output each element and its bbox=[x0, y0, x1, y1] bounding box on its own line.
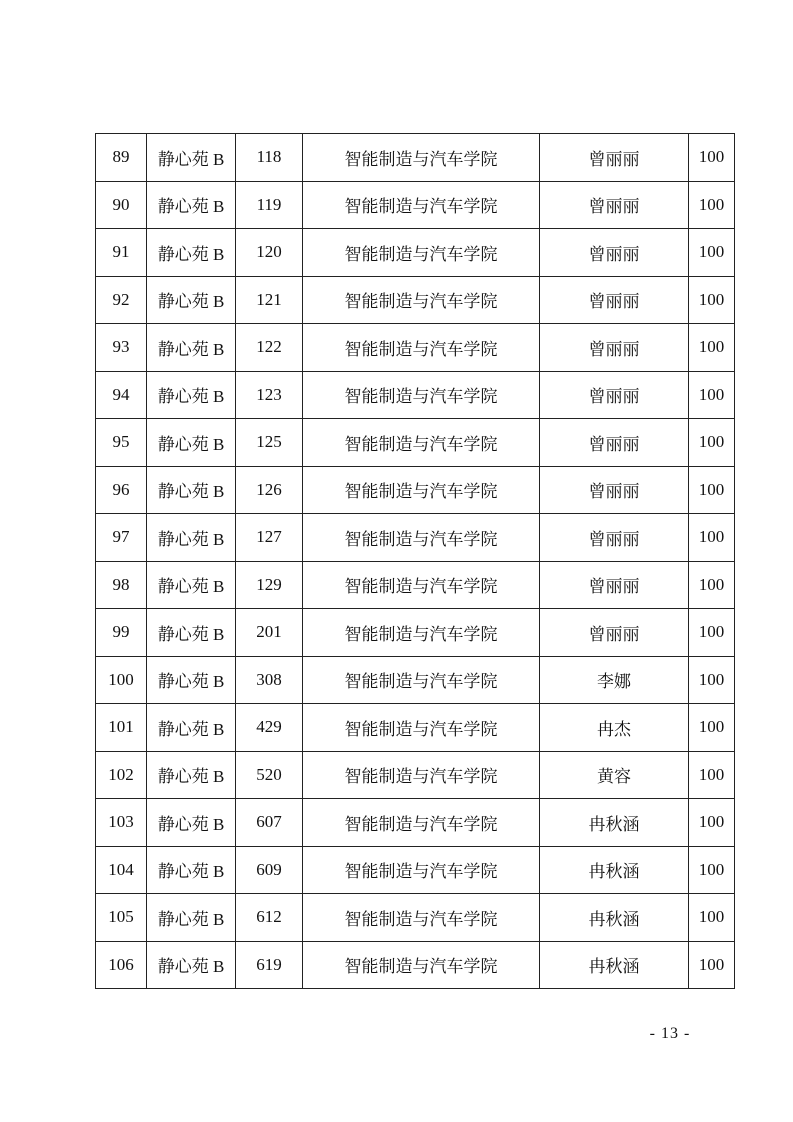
cell-number: 105 bbox=[96, 894, 147, 942]
cell-room: 609 bbox=[236, 846, 303, 894]
cell-college: 智能制造与汽车学院 bbox=[303, 799, 540, 847]
cell-building: 静心苑 B bbox=[147, 846, 236, 894]
table-row bbox=[96, 276, 735, 324]
cell-building: 静心苑 B bbox=[147, 656, 236, 704]
table-row bbox=[96, 324, 735, 372]
cell-room: 123 bbox=[236, 371, 303, 419]
cell-college: 智能制造与汽车学院 bbox=[303, 704, 540, 752]
table-body bbox=[96, 134, 735, 989]
cell-room: 429 bbox=[236, 704, 303, 752]
cell-number: 89 bbox=[96, 134, 147, 182]
cell-score: 100 bbox=[689, 181, 735, 229]
cell-person: 曾丽丽 bbox=[540, 181, 689, 229]
cell-college: 智能制造与汽车学院 bbox=[303, 561, 540, 609]
cell-number: 103 bbox=[96, 799, 147, 847]
cell-score: 100 bbox=[689, 514, 735, 562]
cell-score: 100 bbox=[689, 704, 735, 752]
table-row bbox=[96, 229, 735, 277]
cell-college: 智能制造与汽车学院 bbox=[303, 134, 540, 182]
table-row bbox=[96, 371, 735, 419]
cell-college: 智能制造与汽车学院 bbox=[303, 751, 540, 799]
table-row bbox=[96, 704, 735, 752]
cell-college: 智能制造与汽车学院 bbox=[303, 894, 540, 942]
cell-person: 曾丽丽 bbox=[540, 371, 689, 419]
cell-college: 智能制造与汽车学院 bbox=[303, 609, 540, 657]
cell-room: 308 bbox=[236, 656, 303, 704]
cell-room: 619 bbox=[236, 941, 303, 989]
cell-college: 智能制造与汽车学院 bbox=[303, 324, 540, 372]
cell-number: 97 bbox=[96, 514, 147, 562]
cell-building: 静心苑 B bbox=[147, 561, 236, 609]
cell-number: 90 bbox=[96, 181, 147, 229]
cell-person: 冉秋涵 bbox=[540, 846, 689, 894]
cell-building: 静心苑 B bbox=[147, 466, 236, 514]
cell-number: 100 bbox=[96, 656, 147, 704]
cell-building: 静心苑 B bbox=[147, 799, 236, 847]
cell-score: 100 bbox=[689, 561, 735, 609]
table-row bbox=[96, 134, 735, 182]
cell-building: 静心苑 B bbox=[147, 941, 236, 989]
cell-person: 冉秋涵 bbox=[540, 894, 689, 942]
cell-room: 612 bbox=[236, 894, 303, 942]
cell-number: 96 bbox=[96, 466, 147, 514]
cell-room: 201 bbox=[236, 609, 303, 657]
cell-person: 黄容 bbox=[540, 751, 689, 799]
cell-score: 100 bbox=[689, 276, 735, 324]
cell-room: 122 bbox=[236, 324, 303, 372]
cell-building: 静心苑 B bbox=[147, 371, 236, 419]
cell-building: 静心苑 B bbox=[147, 419, 236, 467]
cell-room: 129 bbox=[236, 561, 303, 609]
cell-number: 91 bbox=[96, 229, 147, 277]
cell-score: 100 bbox=[689, 324, 735, 372]
cell-building: 静心苑 B bbox=[147, 324, 236, 372]
cell-number: 94 bbox=[96, 371, 147, 419]
cell-score: 100 bbox=[689, 799, 735, 847]
cell-room: 607 bbox=[236, 799, 303, 847]
table-row bbox=[96, 656, 735, 704]
cell-building: 静心苑 B bbox=[147, 276, 236, 324]
cell-number: 93 bbox=[96, 324, 147, 372]
cell-score: 100 bbox=[689, 371, 735, 419]
cell-score: 100 bbox=[689, 229, 735, 277]
cell-college: 智能制造与汽车学院 bbox=[303, 846, 540, 894]
cell-number: 106 bbox=[96, 941, 147, 989]
cell-building: 静心苑 B bbox=[147, 609, 236, 657]
cell-room: 121 bbox=[236, 276, 303, 324]
cell-number: 92 bbox=[96, 276, 147, 324]
cell-room: 119 bbox=[236, 181, 303, 229]
table-row bbox=[96, 466, 735, 514]
table-row bbox=[96, 609, 735, 657]
cell-building: 静心苑 B bbox=[147, 181, 236, 229]
cell-college: 智能制造与汽车学院 bbox=[303, 941, 540, 989]
cell-room: 125 bbox=[236, 419, 303, 467]
cell-college: 智能制造与汽车学院 bbox=[303, 419, 540, 467]
cell-number: 104 bbox=[96, 846, 147, 894]
cell-score: 100 bbox=[689, 941, 735, 989]
cell-college: 智能制造与汽车学院 bbox=[303, 181, 540, 229]
cell-person: 曾丽丽 bbox=[540, 609, 689, 657]
cell-person: 曾丽丽 bbox=[540, 466, 689, 514]
table-row bbox=[96, 181, 735, 229]
cell-college: 智能制造与汽车学院 bbox=[303, 276, 540, 324]
cell-college: 智能制造与汽车学院 bbox=[303, 656, 540, 704]
cell-score: 100 bbox=[689, 846, 735, 894]
cell-score: 100 bbox=[689, 466, 735, 514]
cell-building: 静心苑 B bbox=[147, 704, 236, 752]
cell-building: 静心苑 B bbox=[147, 751, 236, 799]
cell-college: 智能制造与汽车学院 bbox=[303, 466, 540, 514]
table-row bbox=[96, 799, 735, 847]
cell-room: 127 bbox=[236, 514, 303, 562]
cell-person: 曾丽丽 bbox=[540, 134, 689, 182]
cell-room: 520 bbox=[236, 751, 303, 799]
cell-person: 曾丽丽 bbox=[540, 324, 689, 372]
cell-person: 曾丽丽 bbox=[540, 514, 689, 562]
cell-college: 智能制造与汽车学院 bbox=[303, 371, 540, 419]
cell-number: 98 bbox=[96, 561, 147, 609]
cell-room: 126 bbox=[236, 466, 303, 514]
table-row bbox=[96, 941, 735, 989]
cell-person: 曾丽丽 bbox=[540, 276, 689, 324]
table-row bbox=[96, 561, 735, 609]
cell-building: 静心苑 B bbox=[147, 514, 236, 562]
page-number: - 13 - bbox=[649, 1025, 691, 1042]
cell-college: 智能制造与汽车学院 bbox=[303, 229, 540, 277]
cell-building: 静心苑 B bbox=[147, 134, 236, 182]
cell-person: 曾丽丽 bbox=[540, 229, 689, 277]
cell-room: 118 bbox=[236, 134, 303, 182]
cell-person: 李娜 bbox=[540, 656, 689, 704]
table-row bbox=[96, 751, 735, 799]
cell-college: 智能制造与汽车学院 bbox=[303, 514, 540, 562]
cell-person: 冉杰 bbox=[540, 704, 689, 752]
cell-person: 冉秋涵 bbox=[540, 799, 689, 847]
cell-number: 101 bbox=[96, 704, 147, 752]
cell-score: 100 bbox=[689, 894, 735, 942]
cell-building: 静心苑 B bbox=[147, 229, 236, 277]
cell-score: 100 bbox=[689, 419, 735, 467]
cell-person: 曾丽丽 bbox=[540, 419, 689, 467]
cell-score: 100 bbox=[689, 656, 735, 704]
cell-person: 冉秋涵 bbox=[540, 941, 689, 989]
cell-score: 100 bbox=[689, 134, 735, 182]
cell-room: 120 bbox=[236, 229, 303, 277]
table-row bbox=[96, 419, 735, 467]
cell-score: 100 bbox=[689, 751, 735, 799]
cell-number: 95 bbox=[96, 419, 147, 467]
table-row bbox=[96, 894, 735, 942]
cell-score: 100 bbox=[689, 609, 735, 657]
dormitory-score-table bbox=[95, 133, 735, 989]
cell-building: 静心苑 B bbox=[147, 894, 236, 942]
cell-number: 99 bbox=[96, 609, 147, 657]
table-row bbox=[96, 846, 735, 894]
table-row bbox=[96, 514, 735, 562]
cell-person: 曾丽丽 bbox=[540, 561, 689, 609]
cell-number: 102 bbox=[96, 751, 147, 799]
